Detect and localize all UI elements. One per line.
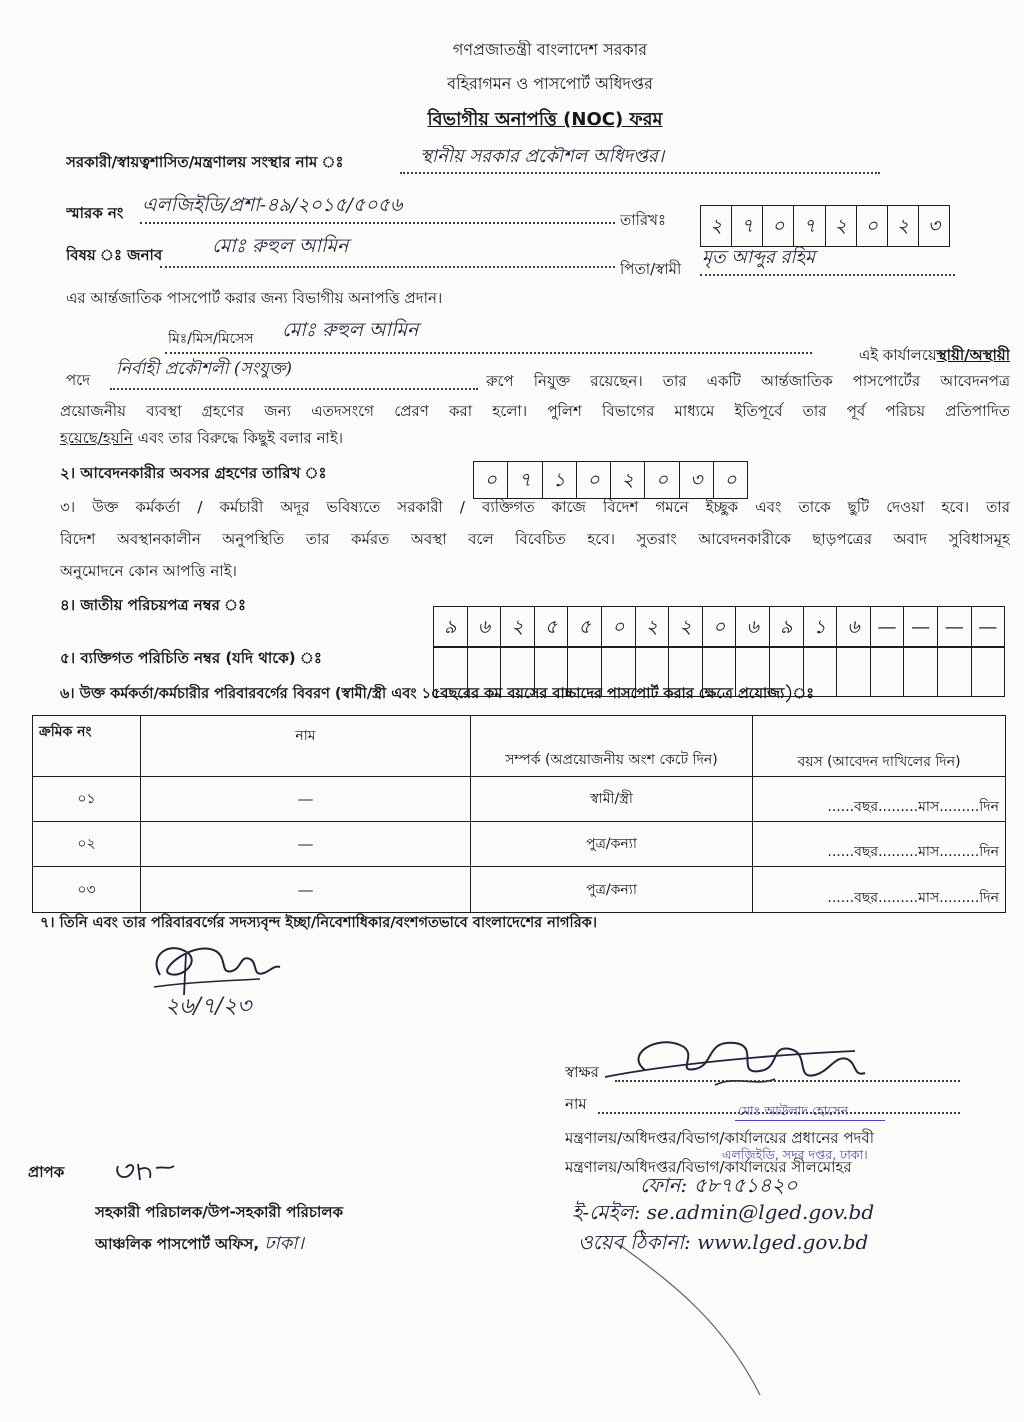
digit-box: ০ xyxy=(577,462,611,498)
nid-label: ৪। জাতীয় পরিচয়পত্র নম্বর ঃ xyxy=(60,596,247,614)
digit-box: ২ xyxy=(669,607,703,646)
post-value: নির্বাহী প্রকৌশলী (সংযুক্ত) xyxy=(116,359,292,379)
para1-line2: প্রয়োজনীয় ব্যবস্থা গ্রহণের জন্য এতদসংগে প্রেরণ করা হলো। পুলিশ বিভাগের মাধ্যমে ইতিপূর্বে তার পূর্ব পরিচয় প্রতিপাদিত xyxy=(60,402,1010,420)
digit-box: ৯ xyxy=(770,607,804,646)
retirement-date-boxes xyxy=(473,461,748,499)
recipient-label: প্রাপক xyxy=(28,1163,65,1181)
digit-box: ৭ xyxy=(732,206,763,246)
item3-line3: অনুমোদনে কোন আপত্তি নাই। xyxy=(60,562,237,580)
salutation-label: মিঃ/মিস/মিসেস xyxy=(168,331,254,347)
memo-dotted-line xyxy=(140,222,615,224)
post-dotted-line xyxy=(110,388,478,390)
digit-box: ২ xyxy=(636,607,670,646)
digit-box: ০ xyxy=(857,206,888,246)
stamp-rule xyxy=(735,1120,885,1121)
email-text: ই-মেইল: se.admin@lged.gov.bd xyxy=(572,1200,875,1224)
age-cell: ......বছর.........মাস.........দিন xyxy=(753,867,1006,913)
digit-box: ৩ xyxy=(927,215,941,237)
digit-box: ৭ xyxy=(794,206,825,246)
digit-box: ৫ xyxy=(535,607,569,646)
family-table xyxy=(32,715,1006,913)
org-label: সরকারী/স্বায়ত্বশাসিত/মন্ত্রণালয় সংস্থার নাম ঃ xyxy=(66,153,344,171)
recipient-city: ঢাকা। xyxy=(264,1233,304,1254)
relation-cell: পুত্র/কন্যা xyxy=(471,867,753,913)
office-status-text xyxy=(812,345,1010,365)
digit-box: ২ xyxy=(611,462,645,498)
digit-box: ২ xyxy=(888,206,919,246)
verification-status: হয়েছে/হয়নি xyxy=(60,429,133,447)
phone-text: ফোন: ৫৮৭৫১৪২০ xyxy=(640,1173,798,1197)
name-header: নাম xyxy=(141,716,471,777)
employment-status: স্থায়ী/অস্থায়ী xyxy=(936,346,1010,364)
digit-box: — xyxy=(938,607,972,646)
subject-dotted-line xyxy=(160,266,615,268)
para1-line1-tail: রুপে নিযুক্ত রয়েছেন। তার একটি আর্ন্তজাতিক পাসপোর্টের আবেদনপত্র xyxy=(486,372,1010,390)
authority-signature xyxy=(585,1025,885,1105)
seal-label: মন্ত্রণালয়/অধিদপ্তর/বিভাগ/কার্যালয়ের সীলমোহর xyxy=(565,1158,852,1176)
digit-box: ১ xyxy=(543,462,577,498)
digit-box: ০ xyxy=(474,462,508,498)
subject-tail: এর আর্ন্তজাতিক পাসপোর্ট করার জন্য বিভাগীয় অনাপত্তি প্রদান। xyxy=(66,289,443,307)
digit-box: ২ xyxy=(501,607,535,646)
item3-line1: ৩। উক্ত কর্মকর্তা / কর্মচারী অদূর ভবিষ্যতে সরকারী / ব্যক্তিগত কাজে বিদেশ গমনে ইচ্ছুক এবং তাকে ছুটি দেওয়া হবে। তার xyxy=(60,498,1010,516)
name-cell: — xyxy=(141,822,471,867)
name-cell: — xyxy=(141,777,471,822)
org-value: স্থানীয় সরকার প্রকৌশল অধিদপ্তর। xyxy=(420,146,665,167)
digit-box: ৬ xyxy=(837,607,871,646)
date-label: তারিখঃ xyxy=(620,211,666,229)
recipient-initials xyxy=(112,1158,182,1188)
digit-box: ৬ xyxy=(736,607,770,646)
serial-cell: ০৩ xyxy=(33,867,141,913)
family-table-header xyxy=(33,716,1006,777)
age-cell: ......বছর.........মাস.........দিন xyxy=(753,822,1006,867)
digit-box: ৩ xyxy=(680,462,714,498)
digit-box: ০ xyxy=(724,469,737,491)
relation-cell: পুত্র/কন্যা xyxy=(471,822,753,867)
father-label: পিতা/স্বামী xyxy=(620,260,682,278)
retirement-date-label: ২। আবেদনকারীর অবসর গ্রহণের তারিখ ঃ xyxy=(60,464,327,482)
memo-label: স্মারক নং xyxy=(66,204,124,222)
digit-box: — xyxy=(904,607,938,646)
serial-cell: ০২ xyxy=(33,822,141,867)
signature-dotted-line xyxy=(615,1080,960,1082)
digit-box: ০ xyxy=(602,607,636,646)
pen-stroke-mark xyxy=(600,1235,800,1405)
office-text: এই কার্যালয়ে xyxy=(858,346,937,364)
digit-box: ২ xyxy=(826,206,857,246)
designation-label: মন্ত্রণালয়/অধিদপ্তর/বিভাগ/কার্যালয়ের প্রধানের পদবী xyxy=(565,1129,875,1147)
stamp-name: মোঃ আউলাদ হোসেন xyxy=(738,1103,849,1118)
web-text: ওয়েব ঠিকানা: www.lged.gov.bd xyxy=(578,1230,869,1254)
citizenship-statement: ৭। তিনি এবং তার পরিবারবর্গের সদস্যবৃন্দ ইচ্ছা/নিবেশাধিকার/বংশগতভাবে বাংলাদেশের নাগরিক। xyxy=(40,915,598,931)
employee-name: মোঃ রুহুল আমিন xyxy=(282,319,419,341)
name-label: নাম xyxy=(565,1095,587,1113)
father-value: মৃত আব্দুর রহিম xyxy=(702,247,815,268)
subject-label: বিষয় ঃ জনাব xyxy=(66,246,163,264)
digit-box: ৭ xyxy=(508,462,542,498)
father-dotted-line xyxy=(700,274,955,276)
govt-heading: গণপ্রজাতন্ত্রী বাংলাদেশ সরকার xyxy=(452,40,648,59)
digit-box: ০ xyxy=(703,607,737,646)
recipient-office xyxy=(95,1232,395,1256)
post-label: পদে xyxy=(66,371,91,389)
memo-value: এলজিইডি/প্রশা-৪৯/২০১৫/৫০৫৬ xyxy=(142,194,403,216)
form-title: বিভাগীয় অনাপত্তি (NOC) ফরম xyxy=(427,109,663,130)
stamp-office: এলজিইডি, সদর দপ্তর, ঢাকা। xyxy=(722,1147,868,1162)
recipient-designation: সহকারী পরিচালক/উপ-সহকারী পরিচালক xyxy=(95,1203,344,1221)
table-row xyxy=(33,777,1006,822)
personal-id-label: ৫। ব্যক্তিগত পরিচিতি নম্বর (যদি থাকে) ঃ xyxy=(60,649,322,667)
age-header: বয়স (আবেদন দাখিলের দিন) xyxy=(753,716,1006,777)
digit-box: ৬ xyxy=(468,607,502,646)
digit-box: ৯ xyxy=(434,607,468,646)
relation-header: সম্পর্ক (অপ্রয়োজনীয় অংশ কেটে দিন) xyxy=(471,716,753,777)
department-heading: বহিরাগমন ও পাসপোর্ট অধিদপ্তর xyxy=(447,74,653,93)
age-cell: ......বছর.........মাস.........দিন xyxy=(753,777,1006,822)
org-dotted-line xyxy=(400,172,880,174)
family-details-label: ৬। উক্ত কর্মকর্তা/কর্মচারীর পরিবারবর্গের বিবরণ (স্বামী/স্ত্রী এবং ১৫বছরের কম বয়সের বাচ্চাদের পাসপোর্ট করার ক্ষেত্রে প্রযোজ্য)ঃ xyxy=(60,686,814,702)
para1-line3-tail: এবং তার বিরুদ্ধে কিছুই বলার নাই। xyxy=(137,429,344,447)
table-row xyxy=(33,867,1006,913)
para1-line3 xyxy=(60,428,760,448)
digit-box: ১ xyxy=(804,607,838,646)
employee-dotted-line xyxy=(165,352,812,354)
digit-box: ২ xyxy=(701,206,732,246)
digit-box: ৫ xyxy=(568,607,602,646)
digit-box: ০ xyxy=(645,462,679,498)
issue-date-boxes xyxy=(700,205,950,247)
table-row xyxy=(33,822,1006,867)
serial-header: ক্রমিক নং xyxy=(33,716,141,777)
nid-number-boxes xyxy=(433,606,1005,647)
relation-cell: স্বামী/স্ত্রী xyxy=(471,777,753,822)
initial-signature-date: ২৬/৭/২৩ xyxy=(165,994,252,1019)
digit-box: — xyxy=(871,607,905,646)
recipient-office-text: আঞ্চলিক পাসপোর্ট অফিস, xyxy=(95,1235,260,1253)
digit-box: ০ xyxy=(763,206,794,246)
item3-line2: বিদেশ অবস্থানকালীন অনুপস্থিতি তার কর্মরত অবস্থা বলে বিবেচিত হবে। সুতরাং আবেদনকারীকে ছাড়পত্রের অবাদ সুবিধাসমূহ xyxy=(60,530,1010,548)
digit-box: — xyxy=(978,615,998,638)
signature-label: স্বাক্ষর xyxy=(565,1063,599,1081)
name-cell: — xyxy=(141,867,471,913)
serial-cell: ০১ xyxy=(33,777,141,822)
subject-name: মোঃ রুহুল আমিন xyxy=(212,235,349,257)
